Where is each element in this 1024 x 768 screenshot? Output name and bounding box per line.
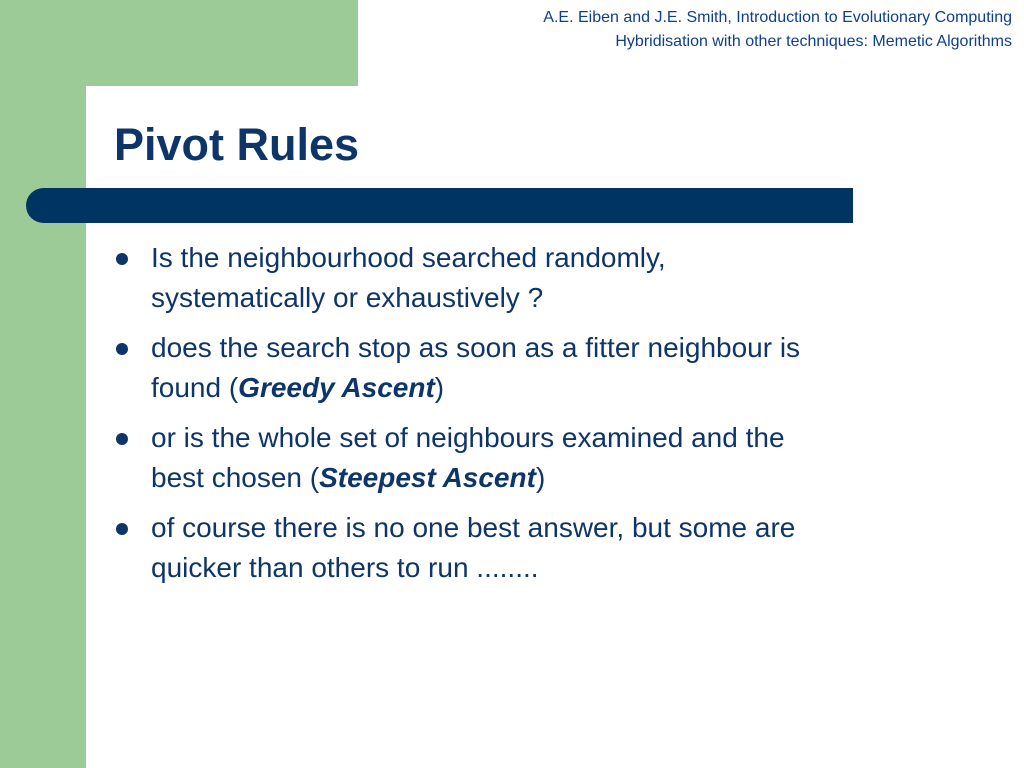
bullet-text-fragment: found ( — [151, 372, 239, 403]
bullet-dot-icon — [116, 343, 128, 355]
bullet-item-steepest-ascent — [112, 418, 992, 498]
top-decorative-band — [0, 0, 358, 86]
slide-header — [543, 6, 1012, 54]
bullet-list — [112, 238, 992, 598]
bullet-text-line: or is the whole set of neighbours examined and the — [151, 422, 785, 453]
header-line-chapter: Hybridisation with other techniques: Memetic Algorithms — [615, 33, 1012, 50]
bullet-dot-icon — [116, 433, 128, 445]
emphasis-term: Steepest Ascent — [319, 462, 536, 493]
bullet-item-greedy-ascent — [112, 328, 992, 408]
bullet-dot-icon — [116, 523, 128, 535]
bullet-text-fragment: best chosen ( — [151, 462, 320, 493]
bullet-text-line: systematically or exhaustively ? — [151, 282, 544, 313]
bullet-text-line: of course there is no one best answer, but some are — [151, 512, 796, 543]
bullet-text-line: does the search stop as soon as a fitter neighbour is — [151, 332, 801, 363]
bullet-text-fragment: ) — [434, 372, 445, 403]
bullet-dot-icon — [116, 253, 128, 265]
left-decorative-band — [0, 0, 86, 768]
bullet-text-fragment: ) — [535, 462, 546, 493]
bullet-item-neighbourhood-search — [112, 238, 992, 318]
bullet-item-no-best-answer — [112, 508, 992, 588]
emphasis-term: Greedy Ascent — [238, 372, 435, 403]
header-line-book: A.E. Eiben and J.E. Smith, Introduction to Evolutionary Computing — [543, 9, 1012, 26]
bullet-text-line: Is the neighbourhood searched randomly, — [151, 242, 666, 273]
bullet-text-line: quicker than others to run ........ — [151, 552, 539, 583]
title-underline-bar — [26, 188, 853, 223]
slide-title: Pivot Rules — [114, 119, 360, 170]
